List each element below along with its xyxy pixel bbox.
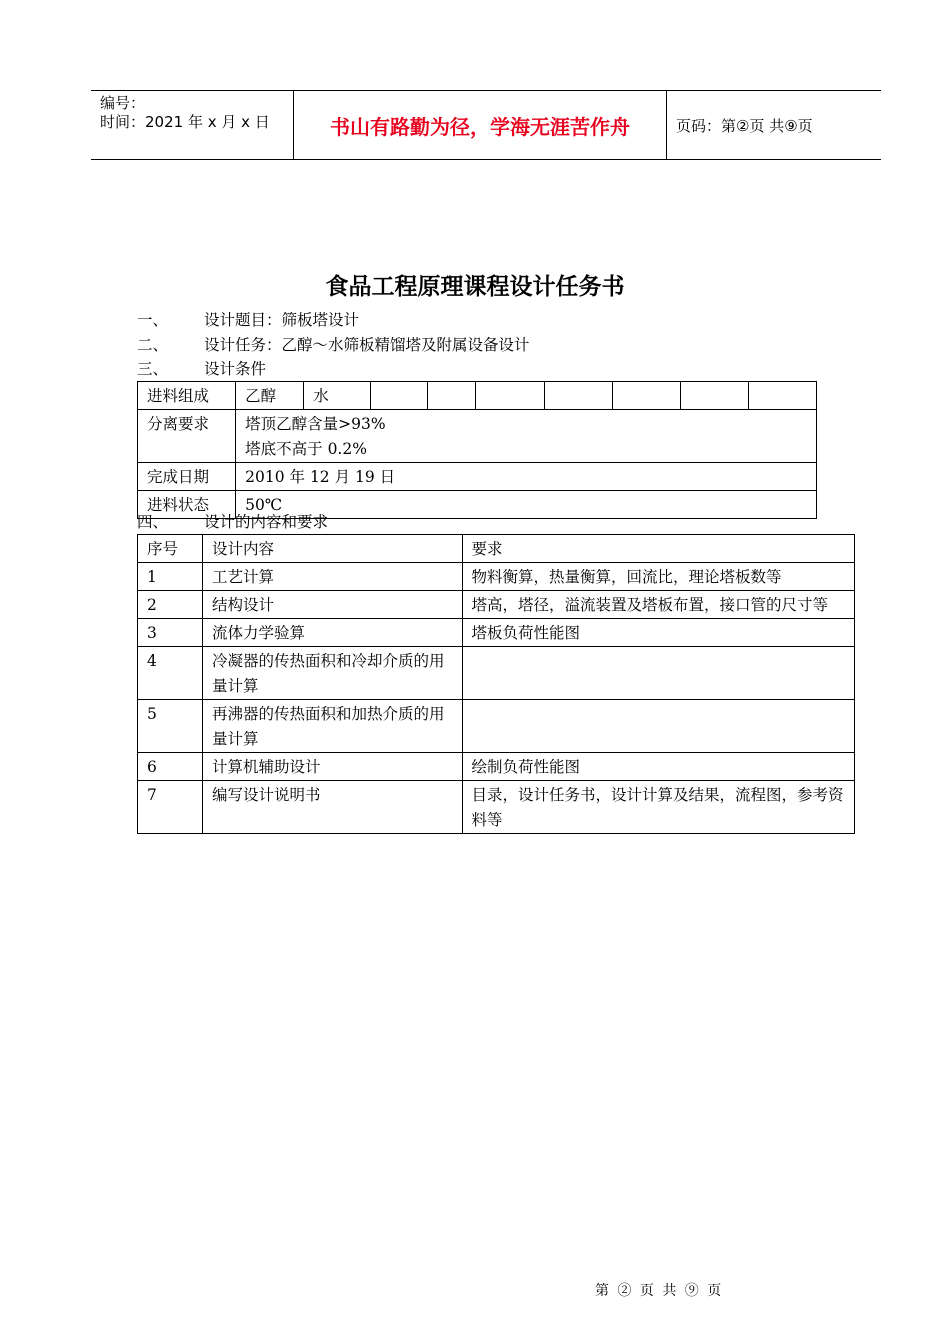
separation-line: 塔顶乙醇含量>93% [245, 415, 386, 433]
section-1 [137, 310, 359, 330]
table-row [138, 382, 817, 410]
date-label: 完成日期 [138, 463, 236, 491]
column-header: 要求 [462, 535, 854, 563]
section-number: 二、 [137, 336, 169, 354]
time-label: 时间：2021 年 x 月 x 日 [100, 113, 270, 131]
section-3 [137, 359, 266, 379]
date-value: 2010 年 12 月 19 日 [236, 463, 817, 491]
empty-cell [748, 382, 816, 410]
page-footer: 第 ② 页 共 ⑨ 页 [595, 1283, 724, 1299]
row-item: 冷凝器的传热面积和冷却介质的用量计算 [202, 647, 462, 700]
column-header: 设计内容 [202, 535, 462, 563]
table-row [138, 563, 855, 591]
empty-cell [476, 382, 544, 410]
header-motto: 书山有路勤为径，学海无涯苦作舟 [293, 91, 667, 159]
empty-cell [371, 382, 428, 410]
section-text: 设计的内容和要求 [204, 513, 329, 531]
row-item: 计算机辅助设计 [202, 753, 462, 781]
design-content-table [137, 534, 855, 834]
row-item: 流体力学验算 [202, 619, 462, 647]
column-header: 序号 [138, 535, 203, 563]
row-number: 3 [138, 619, 203, 647]
empty-cell [544, 382, 612, 410]
row-number: 4 [138, 647, 203, 700]
header-meta [91, 91, 293, 159]
separation-label: 分离要求 [138, 410, 236, 463]
table-row [138, 591, 855, 619]
row-number: 5 [138, 700, 203, 753]
section-number: 四、 [137, 513, 169, 531]
table-row [138, 700, 855, 753]
row-item: 再沸器的传热面积和加热介质的用量计算 [202, 700, 462, 753]
row-requirement: 目录，设计任务书，设计计算及结果，流程图，参考资料等 [462, 781, 854, 834]
section-text: 设计任务：乙醇～水筛板精馏塔及附属设备设计 [204, 336, 530, 354]
row-number: 2 [138, 591, 203, 619]
feed-water: 水 [304, 382, 371, 410]
table-row [138, 753, 855, 781]
table-header-row [138, 535, 855, 563]
section-number: 三、 [137, 360, 169, 378]
row-requirement [462, 700, 854, 753]
table-row [138, 410, 817, 463]
row-requirement: 塔板负荷性能图 [462, 619, 854, 647]
feed-label: 进料组成 [138, 382, 236, 410]
state-label: 进料状态 [138, 491, 236, 519]
table-row [138, 463, 817, 491]
conditions-table [137, 381, 817, 519]
section-2 [137, 335, 530, 355]
row-requirement: 绘制负荷性能图 [462, 753, 854, 781]
header-page-code: 页码：第②页 共⑨页 [676, 116, 813, 135]
row-number: 6 [138, 753, 203, 781]
separation-value [236, 410, 817, 463]
empty-cell [428, 382, 476, 410]
table-row [138, 647, 855, 700]
document-title: 食品工程原理课程设计任务书 [325, 273, 625, 300]
section-text: 设计题目：筛板塔设计 [204, 311, 360, 329]
row-number: 1 [138, 563, 203, 591]
serial-label: 编号： [100, 94, 146, 112]
empty-cell [680, 382, 748, 410]
section-4 [137, 512, 328, 532]
row-requirement: 塔高，塔径，溢流装置及塔板布置，接口管的尺寸等 [462, 591, 854, 619]
state-value: 50℃ [236, 491, 817, 519]
feed-ethanol: 乙醇 [236, 382, 304, 410]
section-text: 设计条件 [204, 360, 267, 378]
empty-cell [612, 382, 680, 410]
separation-line: 塔底不高于 0.2% [245, 440, 367, 458]
table-row [138, 619, 855, 647]
row-item: 结构设计 [202, 591, 462, 619]
row-requirement: 物料衡算，热量衡算，回流比，理论塔板数等 [462, 563, 854, 591]
row-item: 编写设计说明书 [202, 781, 462, 834]
page-header [91, 90, 881, 160]
table-row [138, 781, 855, 834]
section-number: 一、 [137, 311, 169, 329]
row-item: 工艺计算 [202, 563, 462, 591]
row-requirement [462, 647, 854, 700]
row-number: 7 [138, 781, 203, 834]
